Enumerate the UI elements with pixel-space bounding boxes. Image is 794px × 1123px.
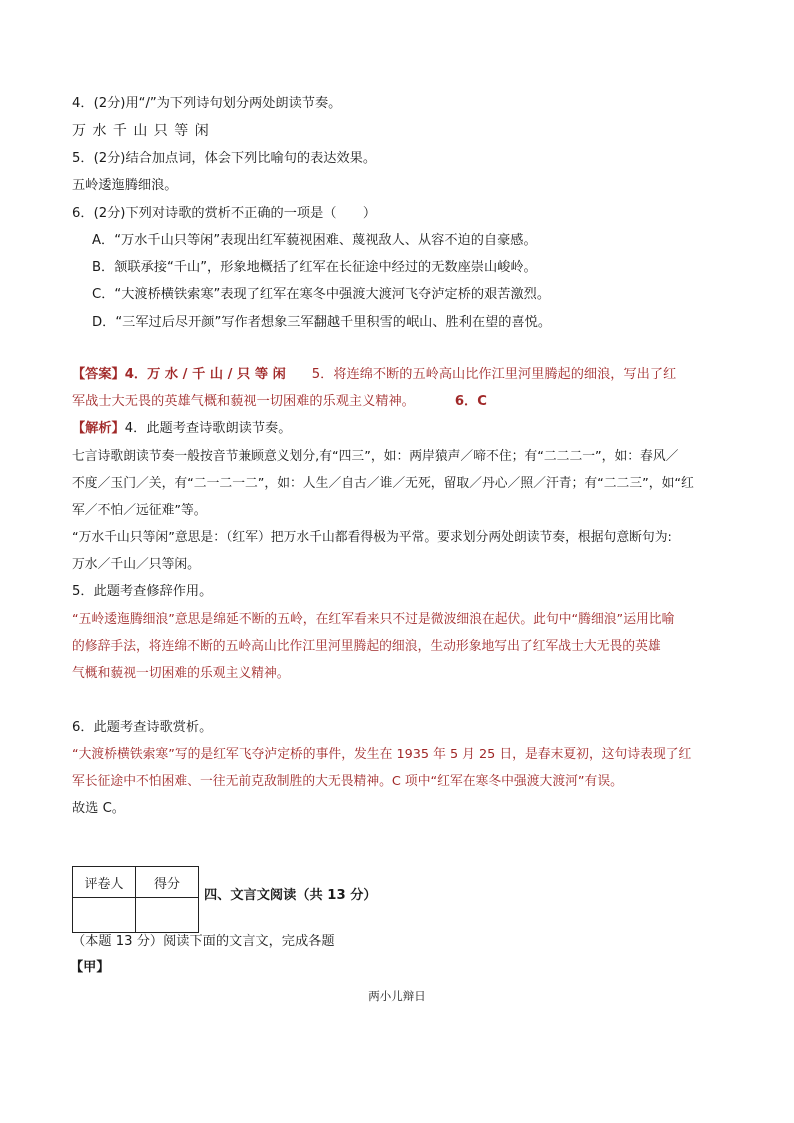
analysis-5-text-2: 的修辞手法，将连绵不断的五岭高山比作江里河里腾起的细浪，生动形象地写出了红军战士大无畏的英雄 xyxy=(72,639,661,654)
score-cell[interactable] xyxy=(136,898,199,933)
answer-5-line1: 5．将连绵不断的五岭高山比作江里河里腾起的细浪，写出了红 xyxy=(311,367,677,382)
analysis-choose-c: 故选 C。 xyxy=(72,801,125,816)
q4-poem-line: 万 水 千 山 只 等 闲 xyxy=(72,123,210,139)
analysis-6-heading: 6．此题考查诗歌赏析。 xyxy=(72,720,213,735)
answer-6: 6．C xyxy=(454,394,487,409)
analysis-5-text-3: 气概和藐视一切困难的乐观主义精神。 xyxy=(72,666,290,681)
q5-poem-line: 五岭逶迤腾细浪。 xyxy=(72,178,178,193)
score-header: 得分 xyxy=(136,867,199,898)
analysis-6-text-2: 军长征途中不怕困难、一往无前克敌制胜的大无畏精神。C 项中“红军在寒冬中强渡大渡河”有误。 xyxy=(72,774,623,789)
grader-score-table xyxy=(72,866,199,933)
q6-stem: 6．(2分)下列对诗歌的赏析不正确的一项是（ ） xyxy=(72,206,377,221)
answer-5-line2: 军战士大无畏的英雄气概和藐视一切困难的乐观主义精神。 xyxy=(72,394,415,409)
q6-option-b: B．颔联承接“千山”，形象地概括了红军在长征途中经过的无数座崇山峻岭。 xyxy=(92,260,537,275)
grader-header: 评卷人 xyxy=(73,867,136,898)
analysis-4-text-4: “万水千山只等闲”意思是：（红军）把万水千山都看得极为平常。要求划分两处朗读节奏，根据句意断句为: xyxy=(72,530,672,545)
analysis-4-heading: 4．此题考查诗歌朗读节奏。 xyxy=(124,421,292,436)
answer-line-1 xyxy=(72,366,676,384)
q5-stem: 5．(2分)结合加点词，体会下列比喻句的表达效果。 xyxy=(72,151,377,166)
section-intro: （本题 13 分）阅读下面的文言文，完成各题 xyxy=(72,934,335,949)
article-title: 两小儿辩日 xyxy=(368,989,426,1003)
analysis-tag: 【解析】 xyxy=(72,421,125,436)
analysis-4-text-2: 不度／玉门／关，有“二一二一二”，如：人生／自古／谁／无死，留取／丹心／照／汗青；有“二二三”，如“红 xyxy=(72,476,694,491)
analysis-5-heading: 5．此题考查修辞作用。 xyxy=(72,584,213,599)
analysis-4-text-3: 军／不怕／远征难”等。 xyxy=(72,503,207,518)
q6-option-d: D．“三军过后尽开颜”写作者想象三军翻越千里积雪的岷山、胜利在望的喜悦。 xyxy=(92,315,552,330)
q6-option-c: C．“大渡桥横铁索寒”表现了红军在寒冬中强渡大渡河飞夺泸定桥的艰苦激烈。 xyxy=(92,287,551,302)
section-title: 四、文言文阅读（共 13 分） xyxy=(204,888,377,903)
analysis-4-text-1: 七言诗歌朗读节奏一般按音节兼顾意义划分,有“四三”，如：两岸猿声／啼不住；有“二二二一”，如：春风／ xyxy=(72,449,679,464)
analysis-6-text-1: “大渡桥横铁索寒”写的是红军飞夺泸定桥的事件，发生在 1935 年 5 月 25 日，是春末夏初，这句诗表现了红 xyxy=(72,747,692,762)
answer-tag: 【答案】 xyxy=(72,367,125,382)
answer-line-2 xyxy=(72,393,487,411)
q4-stem: 4．(2分)用“/”为下列诗句划分两处朗读节奏。 xyxy=(72,96,342,111)
analysis-line-1 xyxy=(72,420,291,438)
analysis-5-text-1: “五岭逶迤腾细浪”意思是绵延不断的五岭，在红军看来只不过是微波细浪在起伏。此句中“腾细浪”运用比喻 xyxy=(72,612,675,627)
part-jia-label: 【甲】 xyxy=(70,960,110,975)
answer-4: 4．万 水 / 千 山 / 只 等 闲 xyxy=(124,367,286,382)
grader-cell[interactable] xyxy=(73,898,136,933)
q6-option-a: A．“万水千山只等闲”表现出红军藐视困难、蔑视敌人、从容不迫的自豪感。 xyxy=(92,233,537,248)
analysis-4-text-5: 万水／千山／只等闲。 xyxy=(72,557,200,572)
